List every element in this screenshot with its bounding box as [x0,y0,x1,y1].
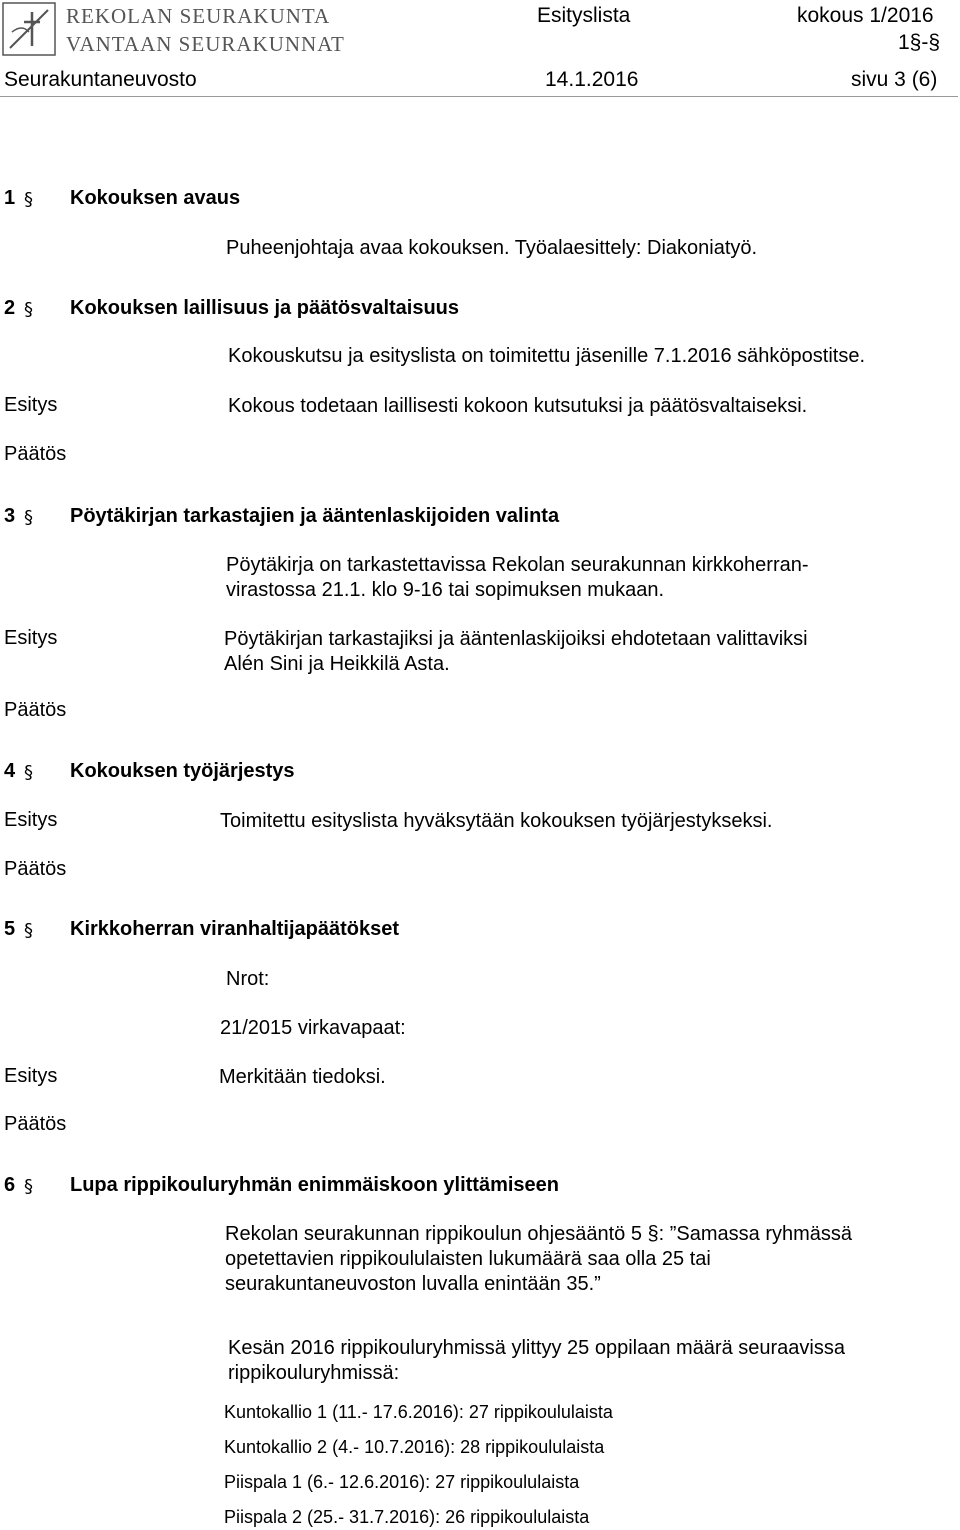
section-2-title: Kokouksen laillisuus ja päätösvaltaisuus [70,297,460,319]
section-3-title: Pöytäkirjan tarkastajien ja ääntenlaskijoiden valinta [70,505,560,527]
section-1-text: Puheenjohtaja avaa kokouksen. Työalaesittely: Diakoniatyö. [226,237,758,259]
section-5-item: 21/2015 virkavapaat: [220,1017,406,1039]
section-6-number: 6 [4,1174,16,1196]
section-6-text-line1: Rekolan seurakunnan rippikoulun ohjesääntö 5 §: ”Samassa ryhmässä [225,1223,853,1245]
header-divider [0,96,958,97]
paatos-label: Päätös [4,858,67,880]
org-name-line2: VANTAAN SEURAKUNNAT [66,32,345,56]
section-6-text2-line1: Kesän 2016 rippikouluryhmissä ylittyy 25 oppilaan määrä seuraavissa [228,1337,845,1359]
group-list-item: Piispala 2 (25.- 31.7.2016): 26 rippikoululaista [224,1507,590,1527]
section-1-number: 1 [4,187,16,209]
group-list-item: Kuntokallio 2 (4.- 10.7.2016): 28 rippikoululaista [224,1437,605,1457]
paatos-label: Päätös [4,699,67,721]
section-6-text2-line2: rippikouluryhmissä: [228,1362,400,1384]
esitys-label: Esitys [4,627,58,649]
section-6-text-line3: seurakuntaneuvoston luvalla enintään 35.” [225,1273,601,1295]
section-range: 1§-§ [898,31,941,54]
body-name: Seurakuntaneuvosto [4,68,197,91]
section-sign: § [24,762,33,783]
section-4-title: Kokouksen työjärjestys [70,760,295,782]
section-4-number: 4 [4,760,16,782]
section-3-text-line1: Pöytäkirja on tarkastettavissa Rekolan seurakunnan kirkkoherran- [226,554,809,576]
section-sign: § [24,920,33,941]
esitys-label: Esitys [4,809,58,831]
section-3-text-line2: virastossa 21.1. klo 9-16 tai sopimuksen mukaan. [226,579,664,601]
section-6-text-line2: opetettavien rippikoululaisten lukumäärä saa olla 25 tai [225,1248,711,1270]
section-sign: § [24,189,33,210]
org-name-line1: REKOLAN SEURAKUNTA [66,4,331,28]
section-5-nrot: Nrot: [226,968,270,990]
section-4-esitys: Toimitettu esityslista hyväksytään kokouksen työjärjestykseksi. [220,810,773,832]
meeting-number: kokous 1/2016 [797,4,934,27]
section-2-text: Kokouskutsu ja esityslista on toimitettu jäsenille 7.1.2016 sähköpostitse. [228,345,866,367]
section-3-esitys-line2: Alén Sini ja Heikkilä Asta. [224,653,450,675]
page-number: sivu 3 (6) [851,68,938,91]
section-5-esitys: Merkitään tiedoksi. [219,1066,386,1088]
section-3-number: 3 [4,505,16,527]
doc-type: Esityslista [537,4,631,27]
church-logo-icon [2,2,56,56]
section-6-title: Lupa rippikouluryhmän enimmäiskoon ylittämiseen [70,1174,559,1196]
section-5-number: 5 [4,918,16,940]
group-list-item: Piispala 1 (6.- 12.6.2016): 27 rippikoululaista [224,1472,580,1492]
esitys-label: Esitys [4,394,58,416]
esitys-label: Esitys [4,1065,58,1087]
section-1-title: Kokouksen avaus [70,187,241,209]
group-list-item: Kuntokallio 1 (11.- 17.6.2016): 27 rippikoululaista [224,1402,613,1422]
section-3-esitys-line1: Pöytäkirjan tarkastajiksi ja ääntenlaskijoiksi ehdotetaan valittaviksi [224,628,808,650]
paatos-label: Päätös [4,1113,67,1135]
meeting-date: 14.1.2016 [545,68,639,91]
section-5-title: Kirkkoherran viranhaltijapäätökset [70,918,400,940]
section-sign: § [24,299,33,320]
section-sign: § [24,1176,33,1197]
section-2-number: 2 [4,297,16,319]
paatos-label: Päätös [4,443,67,465]
section-2-esitys: Kokous todetaan laillisesti kokoon kutsutuksi ja päätösvaltaiseksi. [228,395,808,417]
section-sign: § [24,507,33,528]
